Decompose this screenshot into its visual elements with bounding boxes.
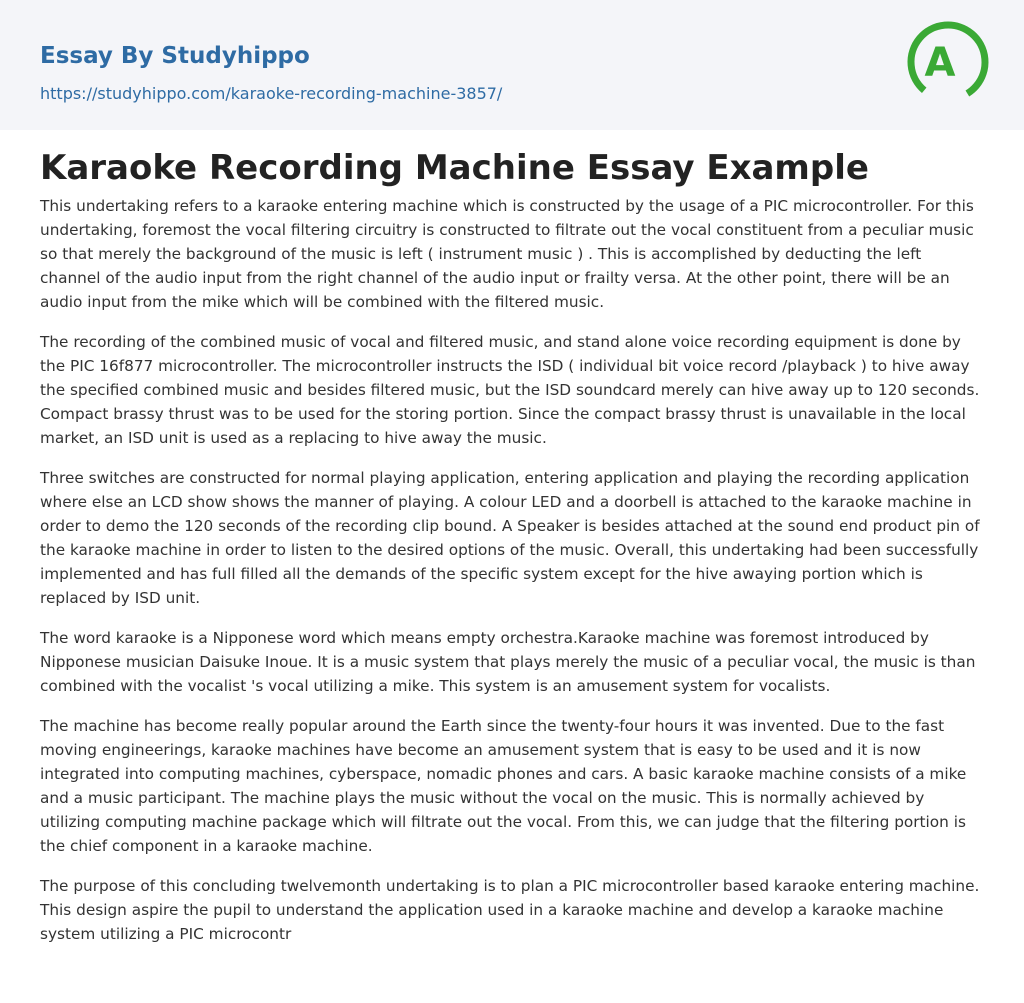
page-title: Karaoke Recording Machine Essay Example [40, 148, 869, 188]
essay-paragraph: The recording of the combined music of vocal and filtered music, and stand alone voice recording equipment is done by the PIC 16f877 microcontroller. The microcontroller instructs the ISD ( individual bit voice record /playback ) to hive away the specified combined music and besides filtered music, but the ISD soundcard merely can hive away up to 120 seconds. Compact brassy thrust was to be used for the storing portion. Since the compact brassy thrust is unavailable in the local market, an ISD unit is used as a replacing to hive away the music. [40, 333, 980, 447]
essay-paragraph: Three switches are constructed for normal playing application, entering application and playing the recording application where else an LCD show shows the manner of playing. A colour LED and a doorbell is attached to the karaoke machine in order to demo the 120 seconds of the recording clip bound. A Speaker is besides attached at the sound end product pin of the karaoke machine in order to listen to the desired options of the music. Overall, this undertaking had been successfully implemented and has full filled all the demands of the specific system except for the hive awaying portion which is replaced by ISD unit. [40, 469, 980, 607]
studyhippo-logo-icon[interactable] [904, 18, 992, 106]
essay-url-link[interactable]: https://studyhippo.com/karaoke-recording-machine-3857/ [40, 84, 503, 103]
site-brand[interactable]: Essay By Studyhippo [40, 43, 310, 69]
essay-paragraph: The word karaoke is a Nipponese word which means empty orchestra.Karaoke machine was foremost introduced by Nipponese musician Daisuke Inoue. It is a music system that plays merely the music of a peculiar vocal, the music is than combined with the vocalist 's vocal utilizing a mike. This system is an amusement system for vocalists. [40, 629, 976, 695]
site-header [0, 0, 1024, 130]
essay-body [40, 194, 986, 962]
essay-paragraph: The machine has become really popular around the Earth since the twenty-four hours it was invented. Due to the fast moving engineerings, karaoke machines have become an amusement system that is easy to be used and it is now integrated into computing machines, cyberspace, nomadic phones and cars. A basic karaoke machine consists of a mike and a music participant. The machine plays the music without the vocal on the music. This is normally achieved by utilizing computing machine package which will filtrate out the vocal. From this, we can judge that the filtering portion is the chief component in a karaoke machine. [40, 717, 967, 855]
essay-paragraph: This undertaking refers to a karaoke entering machine which is constructed by the usage of a PIC microcontroller. For this undertaking, foremost the vocal filtering circuitry is constructed to filtrate out the vocal constituent from a peculiar music so that merely the background of the music is left ( instrument music ) . This is accomplished by deducting the left channel of the audio input from the right channel of the audio input or frailty versa. At the other point, there will be an audio input from the mike which will be combined with the filtered music. [40, 197, 974, 311]
essay-paragraph: The purpose of this concluding twelvemonth undertaking is to plan a PIC microcontroller based karaoke entering machine. This design aspire the pupil to understand the application used in a karaoke machine and develop a karaoke machine system utilizing a PIC microcontr [40, 877, 980, 943]
logo-letter: A [924, 40, 956, 86]
